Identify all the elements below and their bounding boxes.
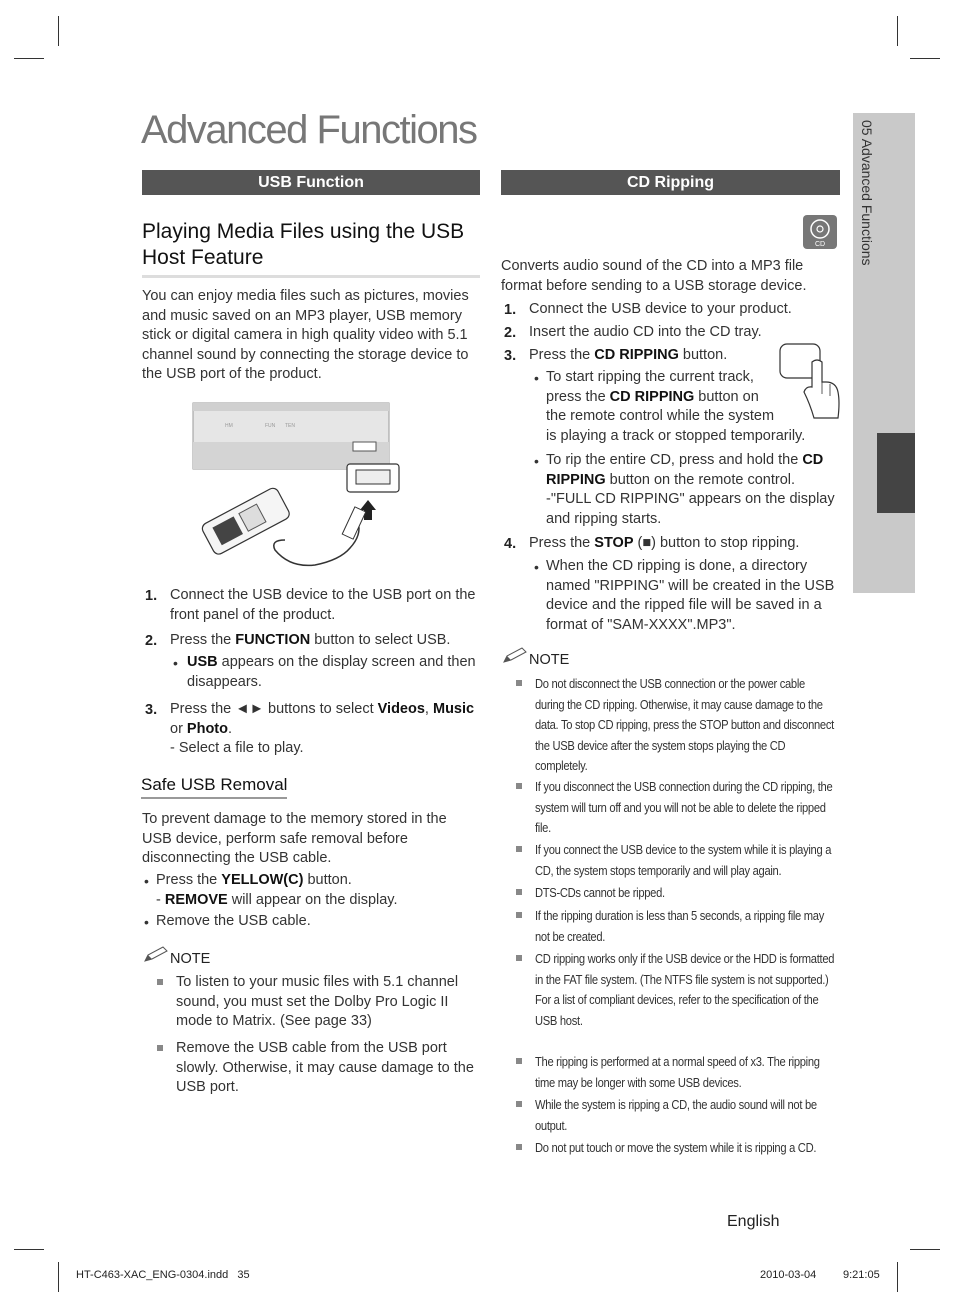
- step-text-part: button.: [678, 347, 728, 363]
- intro-paragraph: You can enjoy media files such as pictures, movies and music saved on an MP3 player, USB memory stick or digital camera in high quality video with 5.1 channel sound by connecting the storage device to the USB port of the product.: [142, 288, 469, 382]
- bullet-dot: •: [534, 453, 539, 469]
- footer-file-info: HT-C463-XAC_ENG-0304.indd 35: [76, 1269, 250, 1281]
- step-text-part: Press the: [170, 632, 236, 648]
- note-label: NOTE: [529, 652, 570, 668]
- step-text: Connect the USB device to the USB port on the front panel of the product.: [170, 587, 476, 623]
- crop-mark: [58, 1262, 59, 1292]
- note-text: If the ripping duration is less than 5 seconds, a ripping file may not be created.: [535, 908, 825, 944]
- bullet-key-label: YELLOW(C): [221, 872, 304, 888]
- note-text: Do not disconnect the USB connection or the power cable during the CD ripping. Otherwise, it may cause damage to the data. To stop CD ripping, press the STOP button and disconnect the USB device after the system stops playing the CD completely.: [535, 676, 834, 773]
- footer-date: 2010-03-04: [760, 1269, 817, 1281]
- usb-connection-illustration: [190, 400, 400, 575]
- note-text: If you connect the USB device to the system while it is playing a CD, the system stops temporarily and will play again.: [535, 842, 832, 878]
- note-square-bullet: [516, 846, 522, 852]
- disc-hole: [817, 226, 823, 232]
- bullet-text-part: To rip the entire CD, press and hold the: [546, 452, 803, 468]
- section-bar-usb-function: USB Function: [142, 170, 480, 195]
- bullet-key-label: REMOVE: [164, 891, 228, 908]
- crop-mark: [897, 16, 898, 46]
- bullet-dot: •: [534, 370, 539, 386]
- crop-mark: [910, 1249, 940, 1250]
- panel-top-strip: [193, 403, 389, 411]
- step-number: 2.: [504, 325, 517, 341]
- step-text-part: Press the: [529, 347, 595, 363]
- bullet-text: [187, 653, 482, 692]
- note-text: Do not put touch or move the system while it is ripping a CD.: [535, 1140, 817, 1155]
- bullet-text-part: the remote control while the system: [546, 408, 775, 424]
- step-text: [170, 700, 482, 759]
- note-text: The ripping is performed at a normal speed of x3. The ripping time may be longer with some USB devices.: [535, 1054, 820, 1090]
- bullet-text-part: appears on the display screen and then disappears.: [187, 654, 476, 690]
- note-text: While the system is ripping a CD, the audio sound will not be output.: [535, 1097, 817, 1133]
- bullet-key-label: CD RIPPING: [546, 452, 824, 488]
- step-key-label: Photo: [186, 720, 228, 737]
- step-number: 3.: [145, 702, 158, 718]
- bullet-subtext: -"FULL CD RIPPING" appears on the display and ripping starts.: [546, 491, 835, 527]
- section-subheading: Playing Media Files using the USB Host Feature: [142, 219, 480, 278]
- usb-port: [353, 442, 376, 451]
- bullet-text-part: -: [156, 891, 165, 908]
- chapter-side-label: 05 Advanced Functions: [859, 120, 875, 266]
- section-bar-cd-ripping: CD Ripping: [501, 170, 840, 195]
- bullet-dot: •: [534, 559, 539, 575]
- step-key-label: STOP: [594, 535, 634, 551]
- disc-outer: [811, 220, 829, 238]
- note-square-bullet: [516, 889, 522, 895]
- bullet-text: [156, 871, 476, 910]
- cd-ripping-intro: Converts audio sound of the CD into a MP3 file format before sending to a USB storage device.: [501, 258, 807, 294]
- step-text: [170, 631, 482, 651]
- step-key-label: CD RIPPING: [594, 347, 679, 363]
- panel-label: HM: [225, 423, 233, 429]
- step-number: 2.: [145, 633, 158, 649]
- bullet-text-part: button on: [694, 388, 759, 405]
- step-subtext: - Select a file to play.: [170, 740, 304, 756]
- step-text-part: or: [170, 720, 187, 737]
- step-number: 1.: [504, 302, 517, 318]
- panel-label: TEN: [285, 423, 295, 429]
- note-text: Remove the USB cable from the USB port slowly. Otherwise, it may cause damage to the USB port.: [176, 1040, 474, 1095]
- bullet-text-part: is playing a track or stopped temporarily.: [546, 427, 806, 444]
- note-square-bullet: [516, 783, 522, 789]
- step-number: 4.: [504, 536, 517, 552]
- note-square-bullet: [516, 1144, 522, 1150]
- crop-mark: [910, 58, 940, 59]
- note-square-bullet: [516, 1101, 522, 1107]
- bullet-text-part: button on the remote control.: [605, 471, 796, 488]
- page-language: English: [727, 1213, 780, 1230]
- note-square-bullet: [157, 1045, 163, 1051]
- bullet-dot: •: [173, 655, 178, 671]
- note-square-bullet: [516, 680, 522, 686]
- step-number: 3.: [504, 348, 517, 364]
- cd-badge-icon: [803, 215, 837, 249]
- note-square-bullet: [516, 1058, 522, 1064]
- bullet-text-part: will appear on the display.: [227, 891, 398, 908]
- note-text-part: CD ripping works only if the USB device or the HDD is formatted in the FAT file system. (The NTFS file system is not supported.): [535, 951, 835, 987]
- bullet-text: [546, 451, 836, 529]
- note-text: To listen to your music files with 5.1 channel sound, you must set the Dolby Pro Logic II mode to Matrix. (See page 33): [176, 974, 459, 1029]
- crop-mark: [14, 58, 44, 59]
- step-text-part: .: [228, 720, 233, 737]
- usb-plug: [342, 507, 366, 539]
- crop-mark: [897, 1262, 898, 1292]
- step-text: [529, 346, 779, 366]
- mp3-player-icon: [200, 486, 291, 556]
- step-text-part: Press the ◄► buttons to select: [170, 701, 378, 717]
- step-number: 1.: [145, 588, 158, 604]
- bullet-text-part: Press the: [156, 872, 222, 888]
- bullet-key-label: USB: [187, 654, 218, 670]
- bullet-text: Remove the USB cable.: [156, 913, 311, 929]
- step-text-part: button to select USB.: [310, 632, 451, 648]
- safe-removal-intro: To prevent damage to the memory stored in the USB device, perform safe removal before disconnecting the USB cable.: [142, 811, 447, 866]
- bullet-text: When the CD ripping is done, a directory named "RIPPING" will be created in the USB device and the ripped file will be saved in a format of "SAM-XXXX".MP3".: [546, 558, 835, 633]
- bullet-text-part: button.: [303, 872, 352, 888]
- note-text: If you disconnect the USB connection during the CD ripping, the system will turn off and you will not be able to delete the ripped file.: [535, 779, 833, 835]
- usb-port-zoom: [356, 470, 390, 484]
- step-key-label: Videos: [377, 701, 425, 717]
- step-text-part: Press the: [529, 535, 595, 551]
- note-text-part: For a list of compliant devices, refer to the specification of the USB host.: [535, 992, 819, 1028]
- note-square-bullet: [157, 979, 163, 985]
- panel-label: FUN: [265, 423, 276, 429]
- page-title: Advanced Functions: [141, 108, 477, 152]
- step-text: Insert the audio CD into the CD tray.: [529, 324, 762, 340]
- step-text-part: ,: [424, 701, 433, 717]
- note-square-bullet: [516, 912, 522, 918]
- note-square-bullet: [516, 955, 522, 961]
- note-pencil-icon: [143, 946, 169, 964]
- bullet-text-part: press the: [546, 388, 610, 405]
- step-text: Connect the USB device to your product.: [529, 301, 792, 317]
- cd-disc-icon: [803, 215, 837, 249]
- step-text-part: (■) button to stop ripping.: [633, 535, 800, 551]
- footer-time: 9:21:05: [843, 1269, 880, 1281]
- note-text: [535, 949, 836, 1031]
- cd-badge-label: CD: [814, 241, 826, 248]
- step-key-label: Music: [432, 701, 475, 717]
- crop-mark: [14, 1249, 44, 1250]
- bullet-dot: •: [144, 914, 149, 930]
- bullet-text: [546, 368, 836, 446]
- safe-usb-removal-heading: Safe USB Removal: [141, 775, 287, 799]
- bullet-key-label: CD RIPPING: [609, 388, 695, 405]
- step-key-label: FUNCTION: [235, 632, 311, 648]
- note-pencil-icon: [502, 647, 528, 665]
- note-text: DTS-CDs cannot be ripped.: [535, 885, 665, 900]
- crop-mark: [58, 16, 59, 46]
- step-text: [529, 534, 829, 554]
- bullet-dot: •: [144, 873, 149, 889]
- bullet-text-part: To start ripping the current track,: [546, 369, 754, 385]
- chapter-side-tab-marker: [877, 433, 915, 513]
- note-label: NOTE: [170, 951, 211, 967]
